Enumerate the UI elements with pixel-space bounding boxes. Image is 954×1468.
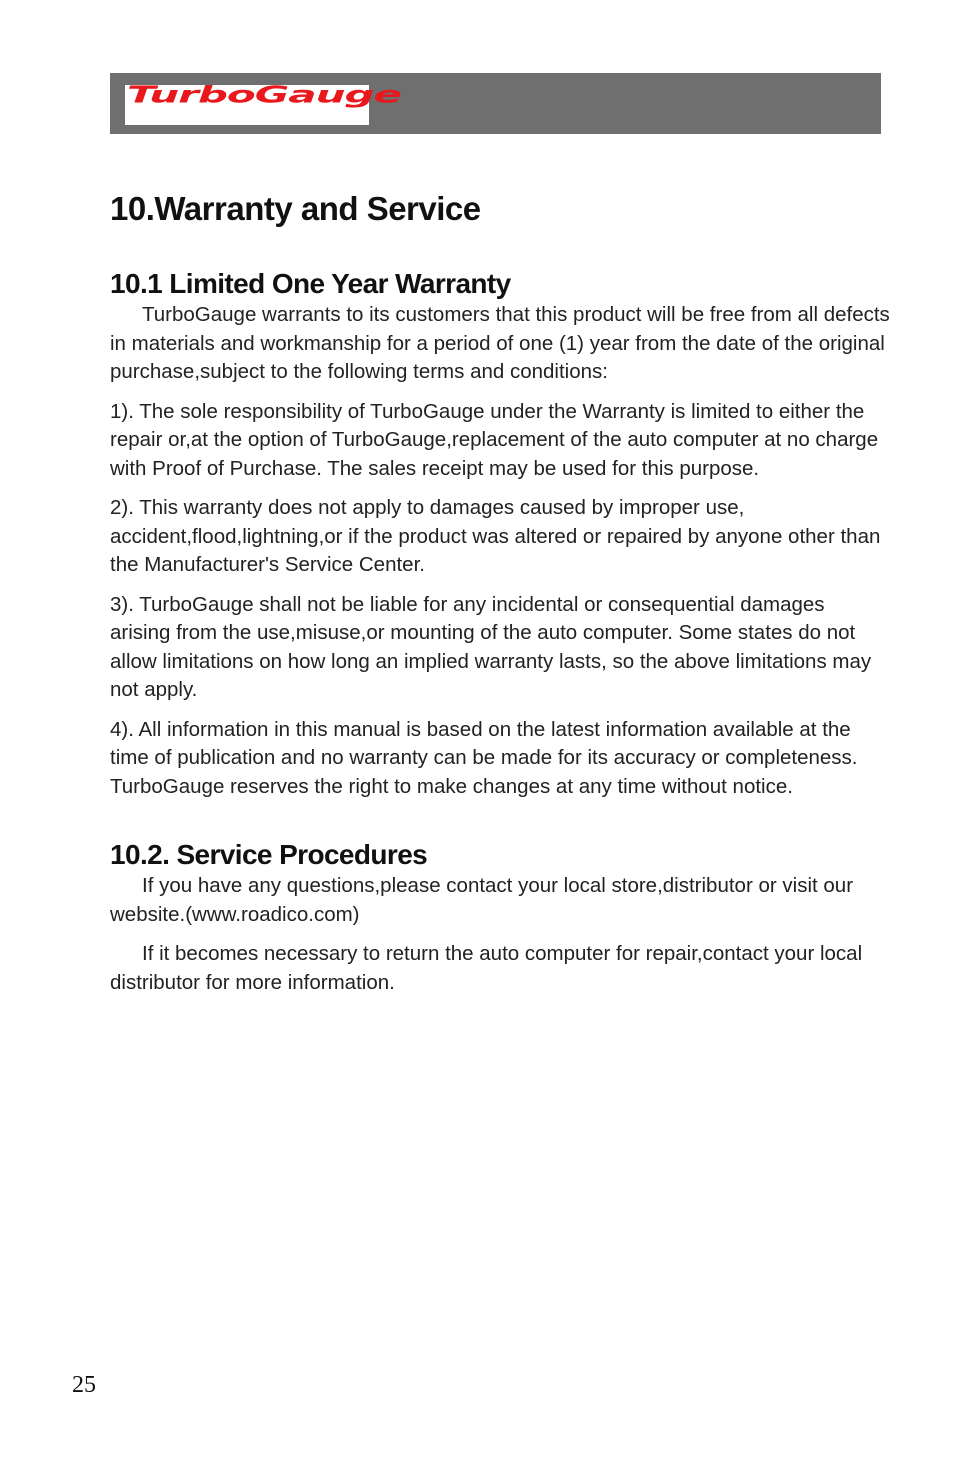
section-heading-warranty: 10.1 Limited One Year Warranty	[110, 268, 511, 299]
page-content	[110, 186, 890, 1008]
service-procedures-section	[110, 838, 890, 997]
warranty-item-2: 2). This warranty does not apply to damages caused by improper use, accident,flood,lightning,or if the product was altered or repaired by anyone other than the Manufacturer's Service Center.	[110, 496, 881, 576]
logo-text: TurboGauge	[127, 81, 402, 108]
page-title: 10.Warranty and Service	[110, 190, 481, 227]
section-heading-service: 10.2. Service Procedures	[110, 839, 428, 870]
warranty-item-3: 3). TurboGauge shall not be liable for any incidental or consequential damages arising from the use,misuse,or mounting of the auto computer. Some states do not allow limitations on how long an implied warranty lasts, so the above limitations may not apply.	[110, 592, 872, 701]
limited-warranty-section	[110, 267, 890, 801]
warranty-intro: TurboGauge warrants to its customers that this product will be free from all defects in materials and workmanship for a period of one (1) year from the date of the original purchase,subject to the following terms and conditions:	[110, 303, 890, 383]
service-paragraph-2: If it becomes necessary to return the auto computer for repair,contact your local distributor for more information.	[110, 942, 863, 994]
warranty-item-4: 4). All information in this manual is based on the latest information available at the time of publication and no warranty can be made for its accuracy or completeness. TurboGauge reserves the right to make changes at any time without notice.	[110, 717, 858, 798]
page-number: 25	[72, 1372, 96, 1398]
header-bar	[110, 73, 881, 134]
brand-logo	[125, 81, 402, 125]
service-paragraph-1: If you have any questions,please contact your local store,distributor or visit our website.(www.roadico.com)	[110, 874, 854, 926]
warranty-item-1: 1). The sole responsibility of TurboGauge under the Warranty is limited to either the repair or,at the option of TurboGauge,replacement of the auto computer at no charge with Proof of Purchase. The sales receipt may be used for this purpose.	[110, 399, 879, 480]
